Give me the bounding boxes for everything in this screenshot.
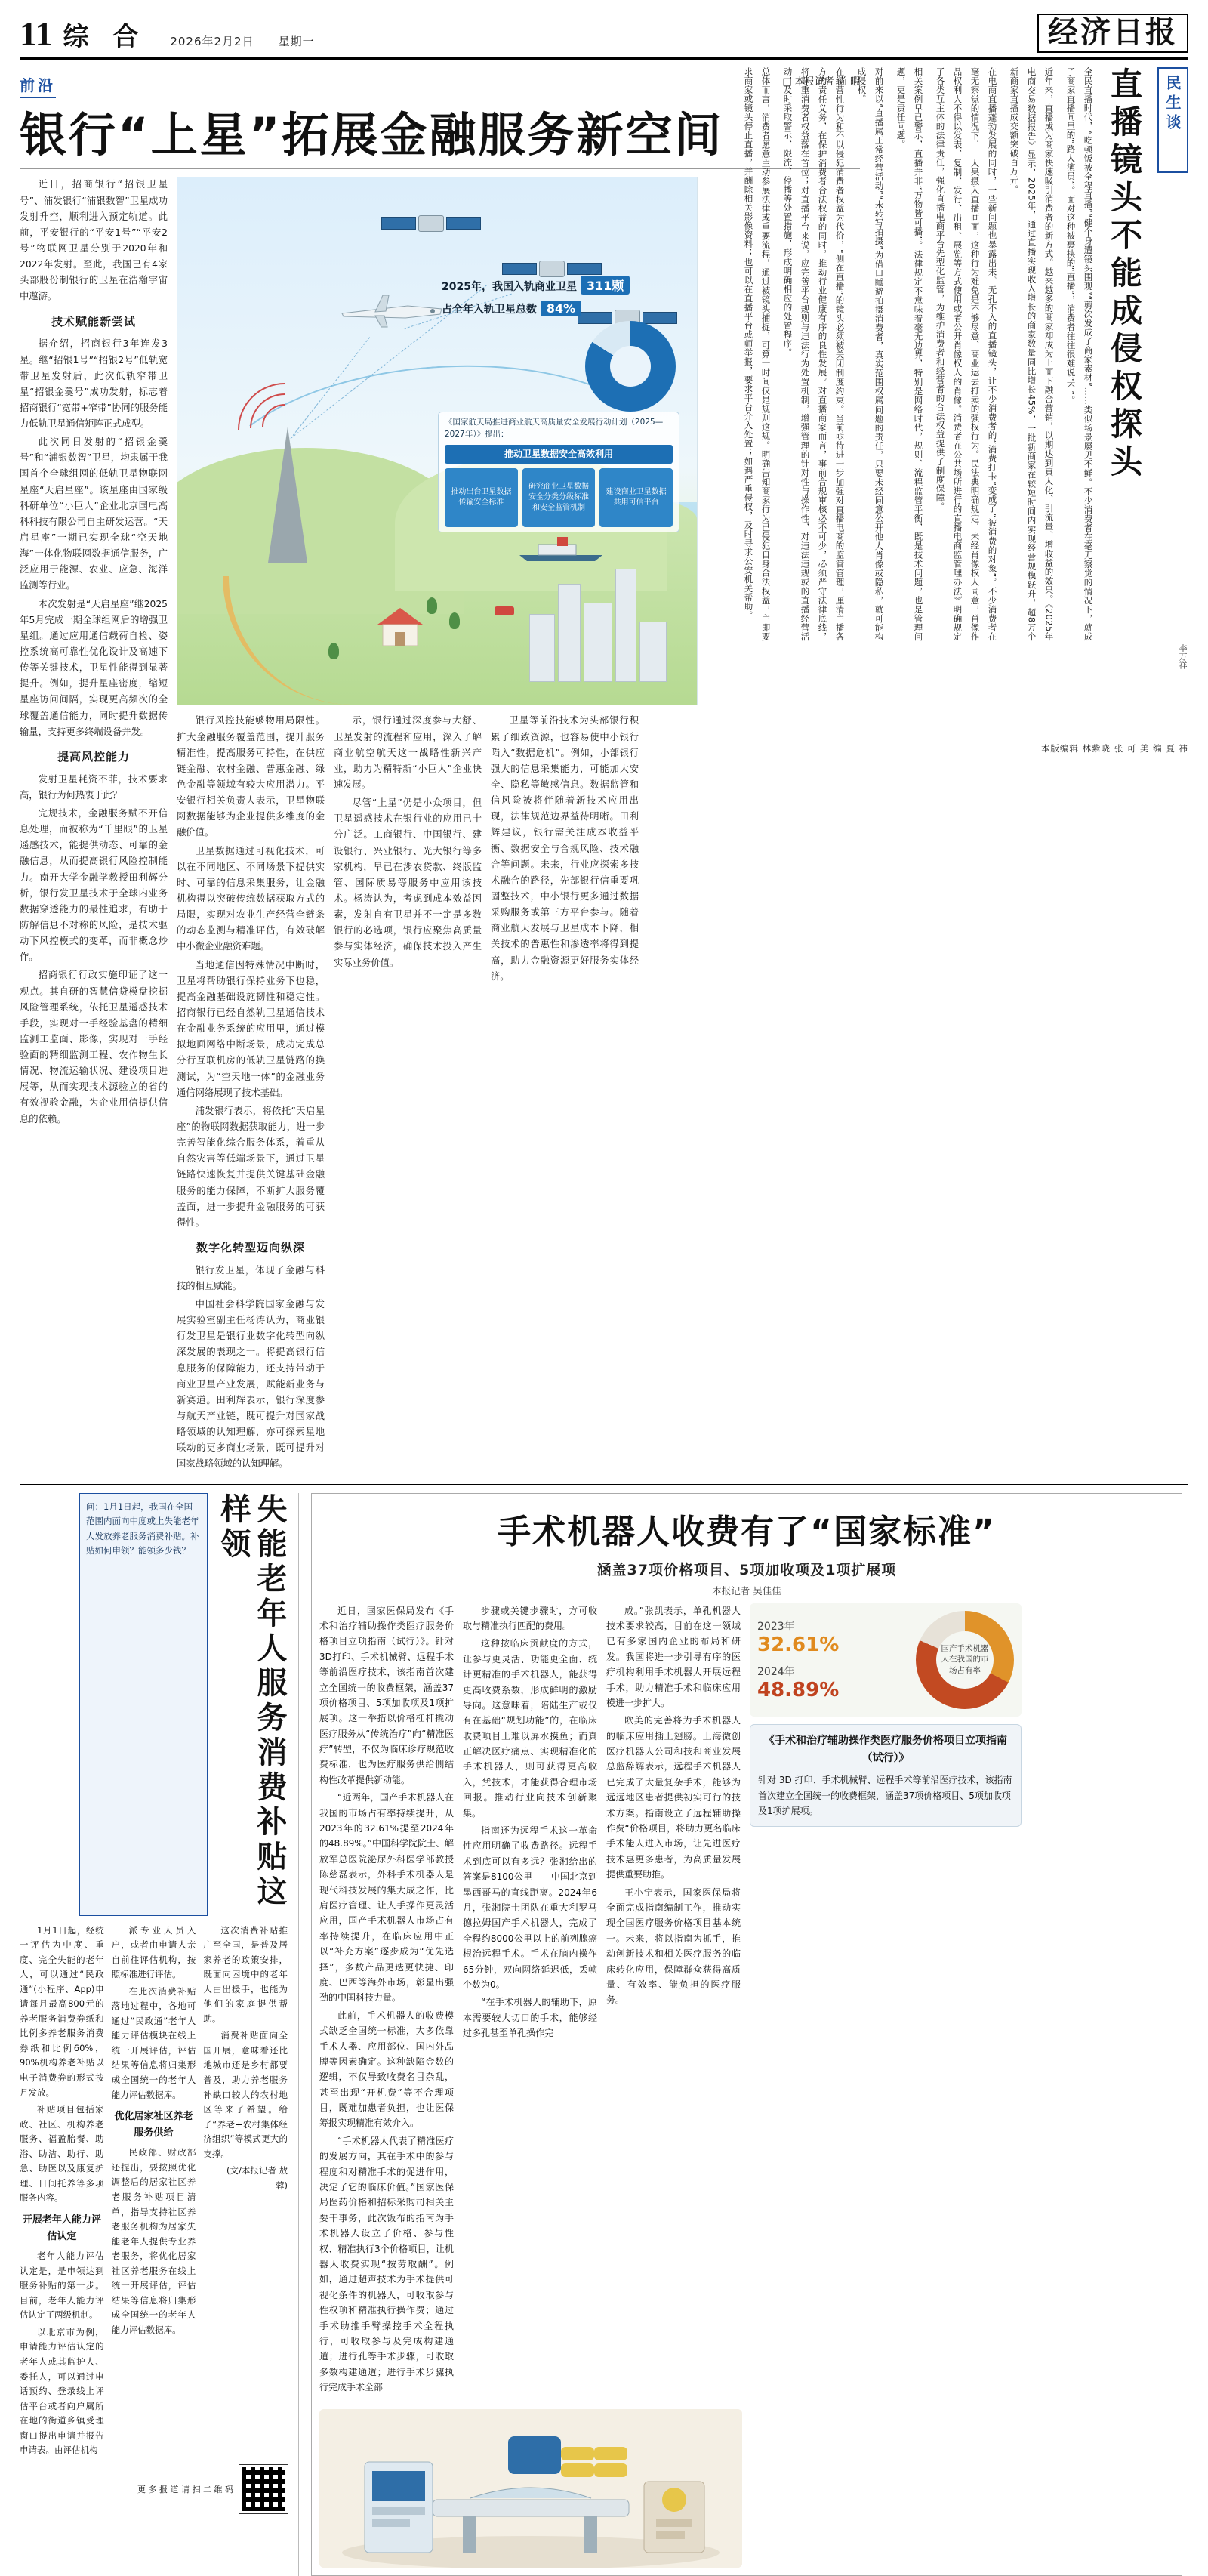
lead-col-2: [177, 713, 325, 1474]
pct-2023-value: 32.61%: [757, 1633, 840, 1656]
paragraph: 近日，招商银行“招银卫星号”、浦发银行“浦银数智”卫星成功发射升空，顺利进入预定轨道。此前，平安银行的“平安1号”“平安2号”物联网卫星分别于2020年和2022年发射。至此，我国已有4家头部股份制银行的卫星在浩瀚宇宙中遨游。: [20, 179, 168, 302]
elderly-col-1: [20, 1924, 104, 2460]
ship-icon: [516, 532, 606, 563]
lead-col-1: [20, 177, 168, 1474]
elderly-question-box: 问：1月1日起，我国在全国范围内面向中度或上失能老年人发放养老服务消费补贴。补贴如何申领？能领多少钱？: [79, 1493, 208, 1916]
paper-title: 经济日报: [1037, 14, 1188, 53]
guide-infobox: [750, 1724, 1022, 1828]
subheading: 优化居家社区养老服务供给: [114, 2111, 193, 2139]
paragraph: “在手术机器人的辅助下，原本需要较大切口的手术，能够经过多孔甚至单孔操作完: [463, 1997, 597, 2039]
qr-code[interactable]: [239, 2465, 288, 2513]
surgery-illustration: [319, 2409, 742, 2568]
paragraph: 尽管“上星”仍是小众项目，但卫星遥感技术在银行业的应用已十分广泛。工商银行、中国银行、建设银行、兴业银行、光大银行等多家机构，早已在涉农贷款、终版监管、国际质易等服务中应用该技术。杨涛认为，考虑到成本效益因素，发射自有卫星并不一定是多数银行的必选项，银行应聚焦高质量参与实体经济，确保技术投入产生实际业务价值。: [334, 797, 482, 968]
lead-col-3: [334, 713, 482, 1474]
paragraph: 此前，手术机器人的收费模式缺乏全国统一标准，大多依靠手术人器、应用部位、国内外品牌等因素确定。这种缺陷金数的逻辑，不仅导致收费名目杂乱，甚至出现“开机费”等不合理项目，既难加患者负担，也让医保筹报实现精准有效介入。: [319, 2010, 454, 2129]
minsheng-paragraph: 相关案例早已警示，直播并非“万物皆可播”。法律规定不意味着毫无边界，特别是网络时代，规则、流程监管平衡，既是技术问题，也是管理问题，更是责任问题。: [895, 67, 924, 641]
elderly-col-2: [112, 1924, 196, 2460]
elderly-col-3: [203, 1924, 288, 2460]
page-number: 11: [20, 14, 53, 53]
year-2024-label: 2024年: [757, 1665, 795, 1678]
subheading: 开展老年人能力评估认定: [22, 2214, 101, 2243]
paragraph: 在此次消费补贴落地过程中，各地可通过“民政通”老年人能力评估模块在线上统一开展评估，评估结果等信息将归集形成全国统一的老年人能力评估数据库。: [111, 1985, 196, 2100]
lead-byline: □ 本报记者 尚 暇: [782, 76, 860, 88]
paragraph: 本次发射是“天启星座”继2025年5月完成一期全球组网后的增强卫星组。通过应用通信载荷自检、姿控系统高可靠性优化设计及高速下传等关键技术，卫星性能得到显著提升。例如，提升星座密度，缩短星座访问间隔，实现更高频次的全球覆盖通信能力，同时提升数据传输量，支持更多终端设备并发。: [20, 598, 168, 737]
paragraph: 王小宁表示，国家医保局将全面完成指南编制工作，推动实现全国医疗服务价格项目基本统一。未来，将以指南为抓手，推动创新技术和相关医疗服务的临床转化应用，保障群众获得高质量、有效率、能负担的医疗服务。: [606, 1886, 741, 2006]
paragraph: 浦发银行表示，将依托“天启星座”的物联网数据获取能力，进一步完善智能化综合服务体系，着重从自然灾害等低端场景下，通过卫星链路快速恢复并提供关键基础金融服务的能力保障，不断扩大服务覆盖面，进一步提升金融服务的可获得性。: [177, 1105, 325, 1228]
top-section: [20, 67, 1188, 1475]
editor-credit: 本版编辑 林紫晓 张 可 美 编 夏 祎: [1040, 743, 1188, 754]
masthead-weekday: 星期一: [278, 35, 315, 48]
minsheng-paragraph: 全民直播时代，“吃顿饭被全程直播”“健个身遭镜头围观”“剪次发成了商家素材”……类似场景屡见不鲜。不少消费者在毫无察觉的情况下，就成了商家直播间里的“路人演员”。面对这种被裹挟的“直播”，消费者往往很难说“不”。: [1065, 67, 1094, 641]
lead-headline: 银行“上星”拓展金融服务新空间: [20, 107, 724, 162]
satellite-icon-1: [381, 215, 481, 232]
section-name: 综 合: [63, 22, 146, 52]
subheading: 提高风控能力: [57, 749, 130, 764]
paragraph: 消费补贴面向全国开展，意味着还比地城市还是乡村都要普及，助力养老服务补缺口较大的农村地区等来了希望。给了“养老+农村集体经济组织”等模式更大的支撑。: [203, 2030, 288, 2159]
paragraph: 示，银行通过深度参与大舒、卫星发射的流程和应用，深入了解商业航空航天这一战略性新兴产业，助力为精特新“小巨人”企业快速发展。: [334, 715, 482, 790]
article-footer: (文/本报记者 敖 蓉): [226, 2165, 288, 2191]
airplane-icon: [336, 291, 449, 332]
robot-info-panel: [750, 1603, 1022, 2398]
car-icon: [495, 606, 514, 615]
minsheng-paragraph: 近年来，直播成为商家快速吸引消费者的新方式。越来越多的商家却成为上面下融合营销，以期达到真人化、引流量、增收益的效果。《2025年电商交易数据报告》显示，2025年，通过直播实现收入增长的商家数量同比增长45%，一批新商家在较短时间内实现经营规模跃升，超8万个新商家直播成交额突破百万元。: [1009, 67, 1055, 641]
robot-columns: [319, 1603, 1174, 2398]
satellite-illustration: [177, 177, 698, 705]
paragraph: 补贴项目包括家政、社区、机构养老服务、福盈胎餐、助浴、助洁、助行、助急、助医以及康复护理、日间托养等多项服务内容。: [20, 2104, 104, 2204]
paragraph: 卫星数据通过可视化技术，可以在不同地区、不同场景下提供实时、可靠的信息采集服务，让金融机构得以突破传统数据获取方式的局限，实现对农业生产经营全链条的动态监测与精准评估，有效破解中小微企业融资难题。: [177, 845, 325, 952]
policy-cell: 推动出台卫星数据传输安全标准: [445, 468, 518, 527]
qr-label: 更 多 报 道 请 扫 二 维 码: [137, 2484, 233, 2494]
paragraph: 卫星等前沿技术为头部银行积累了细致资源，也容易使中小银行陷入“数据危机”。例如，小部银行强大的信息采集能力，可能加大安全、隐私等敏感信息。数据监管和信风险被将伴随着新技术应用出现，法律规范边界益待明晰。田利辉建议，银行需关注成本收益平衡、数据安全与合规风险、技术融合等问题。未来，行业应探索多技术融合的路径，先部银行信重要巩固整技术，中小银行更多通过数据采购服务或第三方平台参与。随着商业航天发展与卫星成本下降，相关技术的普惠性和渗透率将得到提高，助力金融资源更好服务实体经济。: [491, 715, 639, 982]
lead-article-body: [20, 177, 860, 1474]
divider: [20, 168, 860, 169]
stat-value-1: 311颗: [581, 276, 630, 295]
subheading: 技术赋能新尝试: [51, 314, 136, 329]
robot-col-2: [463, 1603, 597, 2398]
paragraph: “手术机器人代表了精准医疗的发展方向，其在手术中的参与程度和对精准手术的促进作用，决定了它的临床价值。”国家医保局医药价格和招标采购司相关主要干事务，此次饭布的指南为手术机器人设立了价格、参与性权、精准执行3个价格项目，让机器人收费实现“按劳取酬”。例如，通过超声技术为手术提供可视化条件的机器人，可收取参与性权项和精准执行操作费；通过手术助推手臂操控手术全程执行，可收取参与及完成构建通道；进行孔等手术步骤，可收取多数构建通道；进行手术步骤执行完成手术全部: [319, 2135, 454, 2393]
policy-source: 《国家航天局推进商业航天高质量安全发展行动计划（2025—2027年）》提出：: [445, 418, 664, 439]
policy-infobox: [438, 412, 680, 532]
stat-value-2: 84%: [541, 301, 581, 316]
minsheng-headline: 直播镜头不能成侵权探头: [1106, 67, 1143, 483]
masthead-date: 2026年2月2日: [170, 35, 254, 48]
minsheng-paragraph: 总体而言，消费者愿意主动参展法律或重要流程，通过被镜头捕捉，可算一时间仅是规则这规。明确告知商家行为已侵犯自身合法权益，主即要求商家或镜头停止直播，并酬除相关影像资料；也可以在直播平台或师举报，要求平台介入处置；如遇严重侵权，及时寻求公安机关帮助。: [743, 67, 772, 641]
market-share-donut: [916, 1611, 1014, 1709]
policy-title: 推动卫星数据安全高效利用: [445, 445, 673, 464]
paragraph: 以北京市为例，申请能力评估认定的老年人或其监护人、委托人，可以通过电话预约、登录线上评估平台或者向户属所在地的街道乡镇受理窗口提出申请并报告申请表。由评估机构: [20, 2326, 104, 2456]
subheading: 数字化转型迈向纵深: [196, 1240, 305, 1254]
paragraph: 民政部、财政部还提出，要按照优化调整后的居家社区养老服务补贴项目清单，指导支持社区养老服务机构为居家失能老年人提供专业养老服务，将优化居家社区养老服务在线上统一开展评估，评估结果等信息将归集形成全国统一的老年人能力评估数据库。: [111, 2147, 196, 2335]
paragraph: 招商银行行政实施印证了这一观点。其自研的智慧信贷模盘挖掘风险管理系统，依托卫星遥感技术手段，实现对一手经验基盘的精细监测工监面、影像，实现对一手经验面的精细监测工程、农作物生长情况、物流运输状况、建设项目进展等，从而实现技术源验立的省的有效视验金融，为企业用信提供信息的依赖。: [20, 970, 168, 1124]
paragraph: 据介绍，招商银行3年连发3星。继“招银1号”“招银2号”低轨宽带卫星发射后，此次低轨窄带卫星“招银金羹号”成功发射，标志着招商银行“宽带+窄带”协同的服务能力低轨卫星通信矩阵正式成型。: [20, 338, 168, 430]
paragraph: 银行风控技能够物用局限性。扩大金融服务覆盖范围，提升服务精准性，提高服务可持性，在供应链金融、农村金融、普惠金融、绿色金融等领域有较大应用潜力。平安银行相关负责人表示，卫星物联网数据能够为企业提供多维度的金融价值。: [177, 715, 325, 838]
robot-article: [299, 1493, 1182, 2576]
paragraph: 发射卫星耗资不菲，技术要求高，银行为何热衷于此？: [20, 773, 168, 801]
bottom-section: [20, 1484, 1188, 2576]
policy-cell: 研究商业卫星数据安全分类分级标准和安全监管机制: [522, 468, 596, 527]
policy-cell: 建设商业卫星数据共用可信平台: [599, 468, 673, 527]
pct-2024-value: 48.89%: [757, 1678, 840, 1701]
minsheng-paragraph: 在经营性行为和不以侵犯消费者权益为代价，“侧在直播”的镜头必须被关闭制度约束。当前亟待进一步加强对直播电商的监管管理，厘清主播各方的责任义务，在保护消费者合法权益的同时，推动行业健康有序的良性发展。对直播商家而言，事前合规审核必不可少，必须严守法律底线，将尊重消费者权益落在首位；对直播平台来说，应完善平台规则与违法行为处置机制，增强管理的针对性与操作性，对违法违规或的直播经营活动，及时采取警示、限流、停播等处置措施，形成明确相应的处置程序。: [782, 67, 846, 641]
masthead-left: [20, 16, 315, 53]
paragraph: 老年人能力评估认定是，是申领达到服务补贴的第一步。目前，老年人能力评估认定了两级机制。: [20, 2251, 104, 2321]
paragraph: 当地通信因特殊情况中断时，卫星将帮助银行保持业务下也稳，提高金融基础设施韧性和稳定性。招商银行已经自然轨卫星通信技术在金融业务系统的应用里，通过模拟地面网络中断场景，成功完成总分行互联机房的低轨卫星链路的换测试，为“空天地一体”的金融业务通信网络展现了技术基础。: [177, 959, 325, 1098]
tree-icon: [427, 597, 437, 614]
paragraph: “近两年，国产手术机器人在我国的市场占有率持续提升，从2023年的32.61%提至2024年的48.89%。”中国科学院院士、解放军总医院泌尿外科医学部教授陈慈磊表示，外科手术机器人是现代科技发展的集大成之作，比肩医疗管理、让人手操作更灵活应用，国产手术机器人市场占有率持续提升，在临床应用中正以“补充方案”逐步成为“优先选择”，多数产品更迭更快捷、印度、巴西等海外市场，彰显出强劲的中国科技力量。: [319, 1792, 454, 2004]
market-share-chart: [750, 1603, 1022, 1717]
satellite-share-donut: [585, 321, 676, 412]
paragraph: 这种按临床贡献度的方式，让参与更灵活、功能更全面、统计更精准的手术机器人，能获得更高收费系数，形成鲜明的激励导向。这意味着，陪陆生产或仅有在基础“规划功能”的，在临床收费项目上难以屏水摸鱼；而真正解决医疗痛点、实现精准化的手术机器人，则可获得更高收入，凭技术，才能获得合理市场回报。推动行业向技术创新聚集。: [463, 1638, 597, 1819]
robot-col-1: [319, 1603, 454, 2398]
elderly-headline: 失能老年人服务消费补贴这样领: [216, 1492, 287, 1910]
paragraph: 欧美的完善将为手术机器人的临床应用插上翅膀。上海微创医疗机器人公司和技和商业发展总监辞解表示，远程手术机器人已完成了大量复杂手术，能够为远远地区患者提供初实可行的技术方案。指南设立了远程辅助操作费“价格项目，将助力更名临床手术能人进入市场，让先进医疗技术惠更多患者，为高质量发展提供重要助推。: [606, 1715, 741, 1880]
stat-label-2: 占全年入轨卫星总数: [442, 304, 537, 316]
paragraph: 指南还为远程手术这一革命性应用明确了收费路径。远程手术到底可以有多远？张湘给出的答案是8100公里——中国北京到墨西哥马的直线距离。2024年6月，张湘院士团队在重大利罗马德拉姆国产手术机器人，完成了全程约8000公里以上的前列腺癌根治远程手术。手术在脑内操作65分钟，双向网络延迟低，丢帧个数为0。: [463, 1825, 597, 1990]
paragraph: 近日，国家医保局发布《手术和治疗辅助操作类医疗服务价格项目立项指南（试行）》。针对3D打印、手术机械臂、远程手术等前沿医疗技术，该指南首次建立全国统一的收费框架，涵盖37项价格项目、5项加收项及1项扩展项。这一举措以价格杠杆撬动医疗服务从“传统治疗”向“精准医疗”转型，不仅为临床诊疗规范收费标准，也为医疗服务供给侧结构性改革提供新动能。: [319, 1605, 454, 1785]
city-buildings: [529, 569, 667, 682]
satellite-icon-2: [502, 261, 602, 277]
minsheng-tag: 民生谈: [1157, 67, 1188, 173]
robot-subheadline: 涵盖37项价格项目、5项加收项及1项扩展项: [596, 1561, 897, 1578]
paragraph: 成。”张凯表示，单孔机器人技术要求较高，目前在这一领域已有多家国内企业的布局和研发。我国将进一步引导有序的医疗机构利用手术机器人开展远程手术，助力精准手术和临床应用模进一步扩大。: [606, 1605, 741, 1708]
elderly-columns: [20, 1924, 288, 2460]
minsheng-paragraph: 对前来以“直播属正常经营活动”“未转写拍摄”为借口睡避拍摄消费者，真实范围权属问题的责任，只要未经同意公开他人肖像或隐私，就可能构成侵权。: [856, 67, 885, 641]
guide-title: 《手术和治疗辅助操作类医疗服务价格项目立项指南（试行）》: [764, 1734, 1007, 1765]
paragraph: 此次同日发射的“招银金羹号”和“浦银数智”卫星，均隶属于我国首个全球组网的低轨卫星物联网星座“天启星座”。该星座由国家级科研单位“小巨人”企业北京国电高科科技有限公司自主研发运营。“天启星座”一期已实现全球“空天地海”一体化物联网数据通信服务，广泛应用于能源、农业、应急、海洋监测等行业。: [20, 437, 168, 591]
minsheng-paragraph: 在电商直播蓬勃发展的同时，一些新问题也暴露出来。无孔不入的直播镜头，让不少消费者的“消费打卡”变成了“被消费的对象”。不少消费者在毫无察觉的情况下，一人果摄入直播画面，这种行为难免是不够尽意、高业运去打卖的强权行为。民法典明确规定，未经肖像权人同意，肖像作品权利人不得以发表、复制、发行、出租、展览等方式使用或者公开肖像权人的肖像。消费者在公共场所进行的直播电商监管理办法》明确规定了各类互主体的法律责任，强化直播电商平台先型化监管，为维护消费者和经营者的合法权益提供了制度保障。: [935, 67, 998, 641]
paragraph: 这次消费补贴推广至全国，是普及居家养老的政策安排，既面向困境中的老年人由出援手，也能为他们的家庭提供帮助。: [203, 1924, 288, 2024]
robot-headline: 手术机器人收费有了“国家标准”: [498, 1512, 996, 1551]
robot-col-3: [606, 1603, 741, 2398]
tree-icon: [328, 643, 339, 659]
year-2023-label: 2023年: [757, 1620, 795, 1633]
masthead: [20, 14, 1188, 60]
elderly-article: [20, 1493, 299, 2576]
donut-caption: 国产手术机器人在我国的市场占有率: [936, 1631, 994, 1689]
robot-byline: 本报记者 吴佳佳: [712, 1584, 781, 1597]
frontier-tag: 前沿: [20, 73, 56, 98]
stat-label-1: 2025年，我国入轨商业卫星: [442, 281, 577, 294]
lead-col-4: [491, 713, 639, 1474]
guide-text: 针对 3D 打印、手术机械臂、远程手术等前沿医疗技术，该指南首次建立全国统一的收费框架，涵盖37项价格项目、5项加收项及1项扩展项。: [758, 1775, 1012, 1816]
paragraph: 步骤或关键步骤时，方可收取与精准执行匹配的费用。: [463, 1605, 597, 1631]
paragraph: 银行发卫星，体现了金融与科技的相互赋能。: [177, 1264, 325, 1291]
paragraph: 派专业人员入户，或者由申请人亲自前往评估机构，按照标准进行评估。: [111, 1924, 196, 1980]
policy-cells: [445, 468, 673, 527]
paragraph: 中国社会科学院国家金融与发展实验室副主任杨涛认为，商业银行发卫星是银行业数字化转型向纵深发展的表现之一。将提高银行信息服务的保障能力，还支持带动于商业卫星产业发展，赋能新业务与新赛道。田利辉表示，银行深度参与航天产业链，既可提升对国家战略领域的认知理解，亦可探索星地联动的更多商业场景，既可提升对国家战略领域的认知理解。: [177, 1299, 325, 1470]
minsheng-author: 李万祥: [1178, 644, 1188, 669]
paragraph: 完规技术，金融服务赋不开信息处理，而被称为“千里眼”的卫星遥感技术，能提供动态、可靠的金融信息，从而提高银行风险控制能力。南开大学金融学教授田利辉分析，银行发卫星技术于全球内业务数据穿透能力的最性追求，有助于防解信息不对称的风险，是技术驱动下风控模式的变革，而非概念炒作。: [20, 807, 168, 963]
tree-icon: [449, 612, 460, 629]
paragraph: 1月1日起，经统一评估为中度、重度、完全失能的老年人，可以通过“民政通”(小程序、App)申请每月最高800元的养老服务消费券纸和比例多养老服务消费券纸和比例60%，90%机构养老补贴以电子消费券的形式按月发放。: [20, 1924, 104, 2098]
